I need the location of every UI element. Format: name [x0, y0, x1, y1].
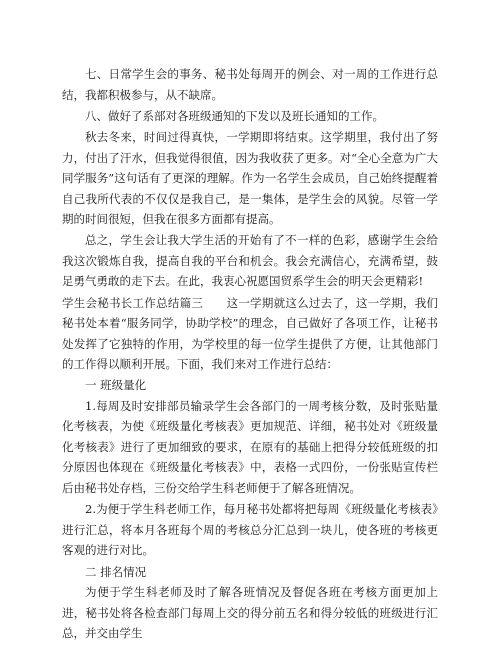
- paragraph-quantification-2: 2.为便于学生科老师工作，每月秘书处都将把每周《班级量化考核表》进行汇总，将本月各班每个周的考核总分汇总到一块儿，使各班的考核更客观的进行对比。: [62, 502, 438, 558]
- paragraph-item-8: 八、做好了系部对各班级通知的下发以及班长通知的工作。: [85, 108, 384, 123]
- paragraph-quantification-1: 1.每周及时安排部员输录学生会各部门的一周考核分数，及时张贴量化考核表，为使《班级量化考核表》更加规范、详细，秘书处对《班级量化考核表》进行了更加细致的要求，在原有的基础上把得分较低班级的扣分原因也体现在《班级量化考核表》中，表格一式四份，一份张贴宣传栏后由秘书处存档，三份交给学生科老师便于了解各班情况。: [62, 398, 438, 495]
- section-heading-ranking: 二 排名情况: [85, 564, 147, 579]
- paragraph-reflection: 秋去冬来，时间过得真快，一学期即将结束。这学期里，我付出了努力，付出了汗水，但我觉得很值，因为我收获了更多。对“全心全意为广大同学服务”这句话有了更深的理解。作为一名学生会成员，自己始终提醒着自己我所代表的不仅仅是我自己，是一集体，是学生会的风貌。尽管一学期的时间很短，但我在很多方面都有提高。: [62, 130, 438, 227]
- section-heading-class-quantification: 一 班级量化: [85, 378, 147, 393]
- paragraph-item-7: 七、日常学生会的事务、秘书处每周开的例会、对一周的工作进行总结，我都积极参与，从不缺席。: [62, 67, 438, 102]
- paragraph-part-three-intro: 学生会秘书长工作总结篇三 这一学期就这么过去了，这一学期，我们秘书处本着“服务同学，协助学校”的理念，自己做好了各项工作，让秘书处发挥了它独特的作用，为学校里的每一位学生提供了方便，让其他部门的工作得以顺利开展。下面，我们来对工作进行总结：: [62, 295, 438, 372]
- document-body: [62, 64, 438, 644]
- paragraph-ranking: 为便于学生科老师及时了解各班情况及督促各班在考核方面更加上进，秘书处将各检查部门每周上交的得分前五名和得分较低的班级进行汇总，并交由学生: [62, 585, 438, 641]
- paragraph-summary: 总之，学生会让我大学生活的开始有了不一样的色彩，感谢学生会给我这次锻炼自我，提高自我的平台和机会。我会充满信心，充满希望，鼓足勇气勇敢的走下去。在此，我衷心祝愿国贸系学生会的明天会更精彩!: [62, 233, 438, 289]
